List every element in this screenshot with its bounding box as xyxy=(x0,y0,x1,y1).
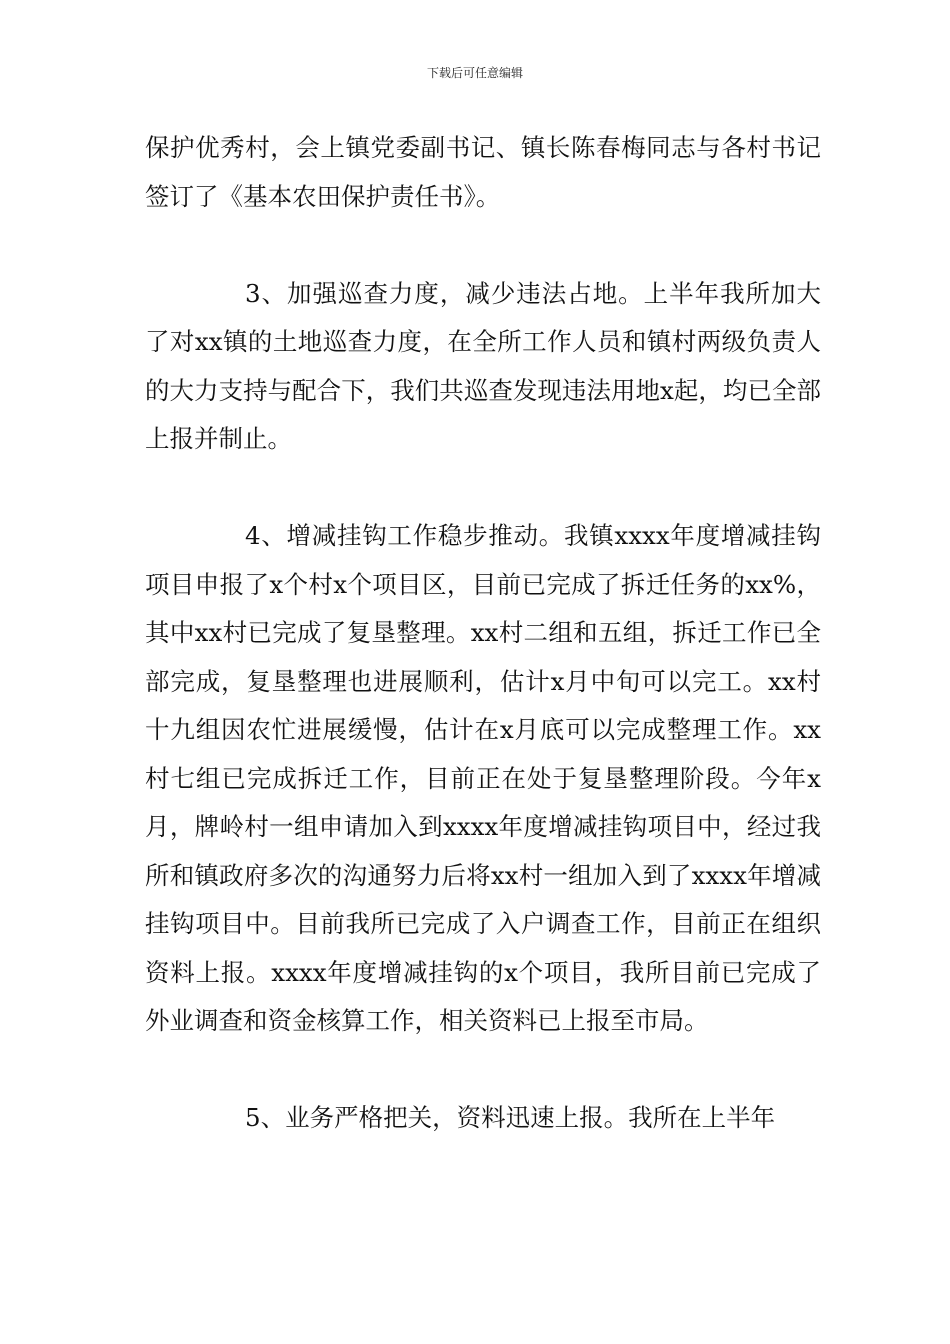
paragraph-gap xyxy=(145,464,821,513)
paragraph-continuation: 保护优秀村，会上镇党委副书记、镇长陈春梅同志与各村书记签订了《基本农田保护责任书》。 xyxy=(145,133,821,211)
paragraph-gap xyxy=(145,221,821,270)
paragraph-item-5: 5、业务严格把关，资料迅速上报。我所在上半年 xyxy=(245,1103,776,1132)
document-body xyxy=(145,124,821,1143)
paragraph-item-3: 3、加强巡查力度，减少违法占地。上半年我所加大了对xx镇的土地巡查力度，在全所工作人员和镇村两级负责人的大力支持与配合下，我们共巡查发现违法用地x起，均已全部上报并制止。 xyxy=(145,278,821,453)
paragraph-gap xyxy=(145,1046,821,1095)
paragraph-item-4: 4、增减挂钩工作稳步推动。我镇xxxx年度增减挂钩项目申报了x个村x个项目区，目前已完成了拆迁任务的xx%，其中xx村已完成了复垦整理。xx村二组和五组，拆迁工作已全部完成，复垦整理也进展顺利，估计x月中旬可以完工。xx村十九组因农忙进展缓慢，估计在x月底可以完成整理工作。xx村七组已完成拆迁工作，目前正在处于复垦整理阶段。今年x月，牌岭村一组申请加入到xxxx年度增减挂钩项目中，经过我所和镇政府多次的沟通努力后将xx村一组加入到了xxxx年增减挂钩项目中。目前我所已完成了入户调查工作，目前正在组织资料上报。xxxx年度增减挂钩的x个项目，我所目前已完成了外业调查和资金核算工作，相关资料已上报至市局。 xyxy=(145,521,821,1035)
page-header-note: 下载后可任意编辑 xyxy=(426,66,523,80)
